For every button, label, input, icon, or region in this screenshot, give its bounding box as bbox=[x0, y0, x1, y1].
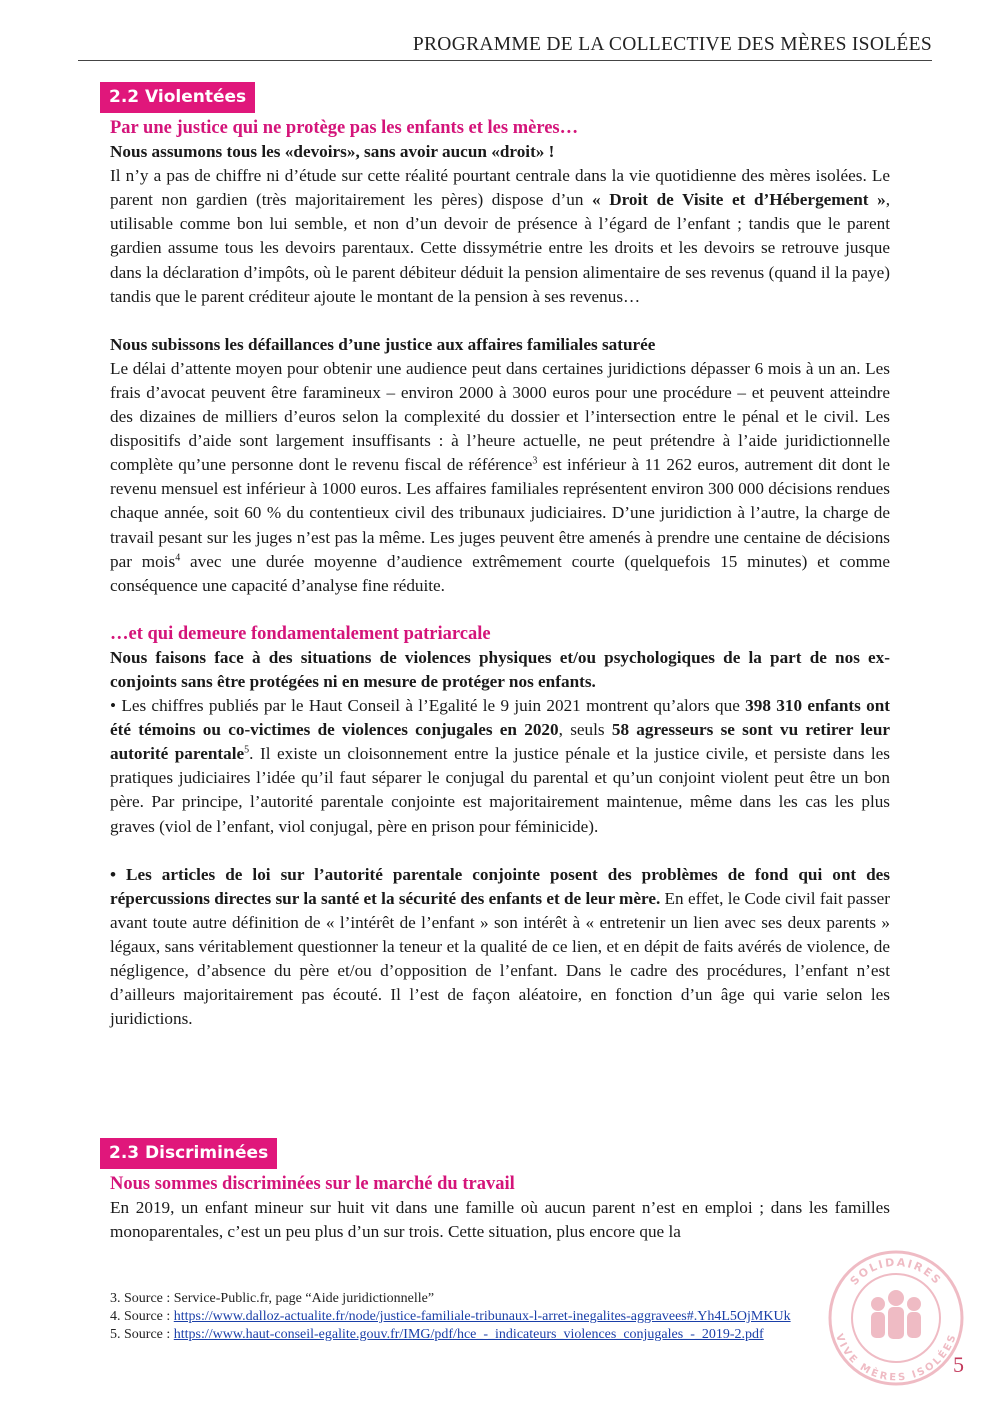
paragraph-delais: Le délai d’attente moyen pour obtenir une audience peut dans certaines juridictions dépasser 6 mois à un an. Les frais d’avocat peuvent être faramineux – environ 2000 à 3000 euros pour une procédure – et peuvent atteindre des dizaines de milliers d’euros selon la complexité du dossier et l’intersection entre le pénal et le civil. Les dispositifs d’aide sont largement insuffisants : à l’heure actuelle, ne peut prétendre à l’aide juridictionnelle complète qu’une personne dont le revenu fiscal de référence$^3$ est inférieur à 11 262 euros, autrement dit dont le revenu mensuel est inférieur à 1000 euros. Les affaires familiales représentent environ 300 000 décisions rendues chaque année, soit 60 % du contentieux civil des tribunaux judiciaires. D’une juridiction à l’autre, la charge de travail pesant sur les juges n’est pas la même. Les juges peuvent être amenés à prendre une centaine de décisions par mois$^4$ avec une durée moyenne d’audience extrêmement courte (quelquefois 15 minutes) et comme conséquence une capacité d’analyse fine réduite. bbox=[110, 358, 890, 595]
section-discriminees-body bbox=[110, 1172, 890, 1244]
subheading-justice: Par une justice qui ne protège pas les enfants et les mères… bbox=[110, 118, 579, 138]
footnote-ref-3: 3 bbox=[532, 455, 538, 467]
footnote-4: 4. Source : https://www.dalloz-actualite.fr/node/justice-familiale-tribunaux-l-arret-inegalites-aggravees#.Yh4L5OjMKUk bbox=[110, 1309, 791, 1324]
footnote-ref-5: 5 bbox=[244, 744, 250, 756]
paragraph-emploi: En 2019, un enfant mineur sur huit vit dans une famille où aucun parent n’est en emploi ; dans les familles monoparentales, c’est un peu plus d’un sur trois. Cette situation, plus encore que la bbox=[110, 1198, 890, 1242]
paragraph-droit-visite: Il n’y a pas de chiffre ni d’étude sur cette réalité pourtant centrale dans la vie quotidienne des mères isolées. Le parent non gardien (très majoritairement les pères) dispose d’un « Droit de Visite et d’Hébergement », utilisable comme bon lui semble, et non d’un devoir de présence à l’égard de l’enfant ; tandis que le parent gardien assume tous les devoirs parentaux. Cette dissymétrie entre les droits et les devoirs se retrouve jusque dans la déclaration d’impôts, où le parent débiteur déduit la pension alimentaire de ses revenus (quand il la paye) tandis que le parent créditeur ajoute le montant de la pension à ses revenus… bbox=[110, 166, 890, 306]
lead-violences: Nous faisons face à des situations de violences physiques et/ou psychologiques de la part de nos ex-conjoints sans être protégées ni en mesure de protéger nos enfants. bbox=[110, 647, 890, 691]
subheading-patriarcale: …et qui demeure fondamentalement patriarcale bbox=[110, 623, 491, 644]
footnotes bbox=[110, 1290, 791, 1344]
bullet-articles-loi: • Les articles de loi sur l’autorité parentale conjointe posent des problèmes de fond qui ont des répercussions directes sur la santé et la sécurité des enfants et de leur mère. En effet, le Code civil fait passer avant toute autre définition de « l’intérêt de l’enfant » son intérêt à « entretenir un lien avec ses deux parents » légaux, sans véritablement questionner la teneur et la qualité de ce lien, et en dépit de faits avérés de violence, de négligence, d’absence du père et/ou d’opposition de l’enfant. Dans le cadre des procédures, l’enfant n’est d’ailleurs majoritairement pas écouté. Il l’est de façon aléatoire, en fonction d’un âge qui varie selon les juridictions. bbox=[110, 864, 890, 1029]
footnote-5: 5. Source : https://www.haut-conseil-egalite.gouv.fr/IMG/pdf/hce_-_indicateurs_violences_conjugales_-_2019-2.pdf bbox=[110, 1327, 764, 1342]
bullet-chiffres-hce: • Les chiffres publiés par le Haut Conseil à l’Egalité le 9 juin 2021 montrent qu’alors que 398 310 enfants ont été témoins ou co-victimes de violences conjugales en 2020, seuls 58 agresseurs se sont vu retirer leur autorité parentale$^5$. Il existe un cloisonnement entre la justice pénale et la justice civile, et persiste dans les pratiques judiciaires l’idée qu’il faut séparer le conjugal du parental et qu’un conjoint violent peut être un bon père. Par principe, l’autorité parentale conjointe est majoritairement maintenue, même dans les cas les plus graves (viol de l’enfant, viol conjugal, père en prison pour féminicide). bbox=[110, 696, 891, 836]
footnote-3: 3. Source : Service-Public.fr, page “Aide juridictionnelle” bbox=[110, 1291, 435, 1306]
footnote-ref-4: 4 bbox=[175, 551, 181, 563]
svg-text:VIVE MÈRES ISOLÉES: VIVE MÈRES ISOLÉES bbox=[833, 1332, 959, 1384]
section-violentees-body bbox=[110, 116, 890, 1031]
page-number: 5 bbox=[953, 1352, 964, 1377]
svg-text:SOLIDAIRES: SOLIDAIRES bbox=[847, 1255, 945, 1288]
footnote-4-link[interactable]: https://www.dalloz-actualite.fr/node/justice-familiale-tribunaux-l-arret-inegalites-aggravees#.Yh4L5OjMKUk bbox=[173, 1309, 791, 1324]
header-title: PROGRAMME DE LA COLLECTIVE DES MÈRES ISOLÉES bbox=[412, 34, 932, 55]
subheading-travail: Nous sommes discriminées sur le marché du travail bbox=[110, 1174, 515, 1194]
lead-defaillances: Nous subissons les défaillances d’une justice aux affaires familiales saturée bbox=[110, 334, 656, 354]
collective-logo-stamp-icon bbox=[826, 1248, 966, 1388]
footnote-5-link[interactable]: https://www.haut-conseil-egalite.gouv.fr/IMG/pdf/hce_-_indicateurs_violences_conjugales_-_2019-2.pdf bbox=[173, 1327, 764, 1342]
lead-devoirs: Nous assumons tous les «devoirs», sans avoir aucun «droit» ! bbox=[110, 142, 555, 162]
page-header bbox=[78, 34, 932, 61]
section-tag-discriminees: 2.3 Discriminées bbox=[100, 1138, 277, 1169]
section-tag-violentees: 2.2 Violentées bbox=[100, 82, 255, 113]
